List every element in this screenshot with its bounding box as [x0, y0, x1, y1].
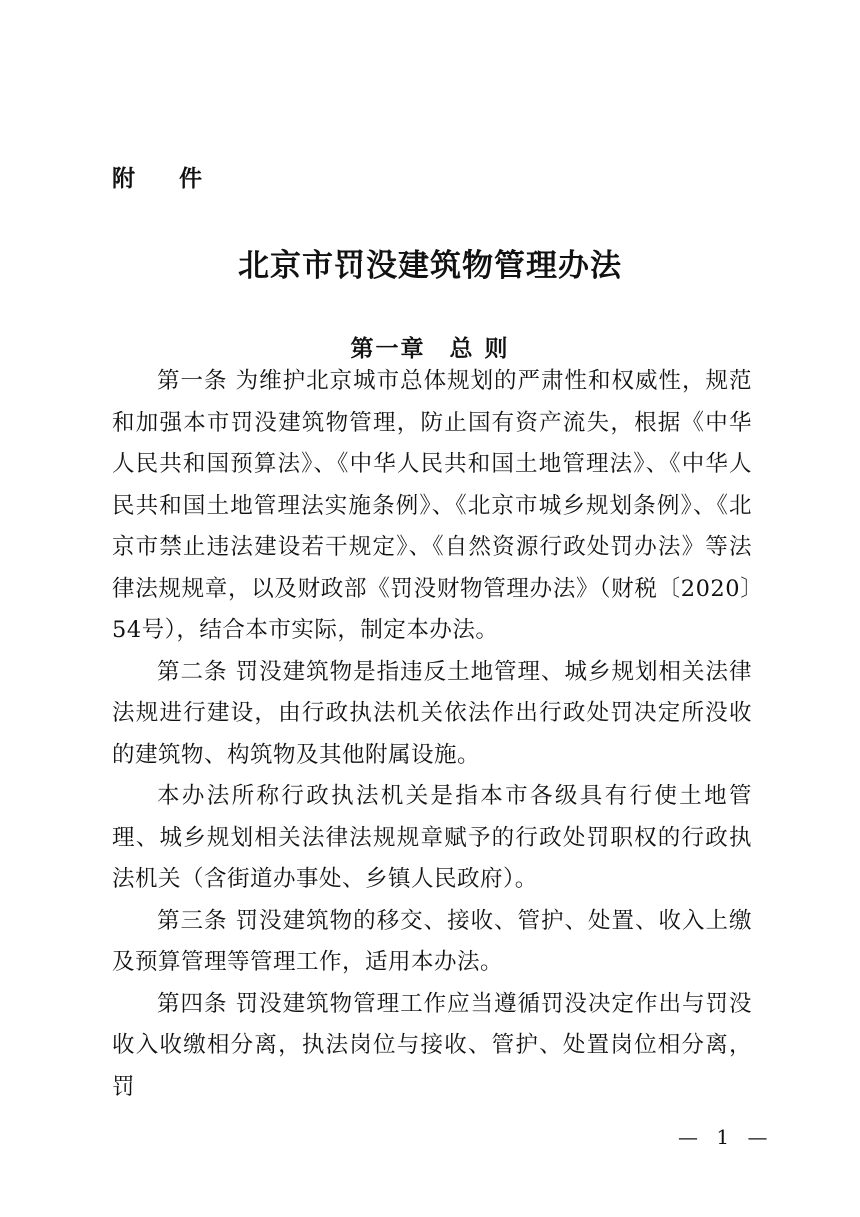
article-1: 第一条 为维护北京城市总体规划的严肃性和权威性，规范和加强本市罚没建筑物管理，防止国有资产流失，根据《中华人民共和国预算法》、《中华人民共和国土地管理法》、《中华人民共和国土地管理法实施条例》、《北京市城乡规划条例》、《北京市禁止违法建设若干规定》、《自然资源行政处罚办法》等法律法规规章，以及财政部《罚没财物管理办法》（财税〔2020〕54号），结合本市实际，制定本办法。 — [112, 368, 752, 643]
attachment-label: 附 件 — [112, 166, 221, 192]
article-4: 第四条 罚没建筑物管理工作应当遵循罚没决定作出与罚没收入收缴相分离，执法岗位与接收、管护、处置岗位相分离，罚 — [112, 990, 752, 1100]
document-title: 北京市罚没建筑物管理办法 — [238, 248, 622, 284]
chapter-heading — [0, 330, 860, 363]
chapter-name: 总 则 — [449, 336, 510, 362]
document-body — [112, 361, 752, 1108]
chapter-number: 第一章 — [350, 336, 426, 362]
article-3: 第三条 罚没建筑物的移交、接收、管护、处置、收入上缴及预算管理等管理工作，适用本办法。 — [112, 907, 752, 975]
article-2: 第二条 罚没建筑物是指违反土地管理、城乡规划相关法律法规进行建设，由行政执法机关依法作出行政处罚决定所没收的建筑物、构筑物及其他附属设施。 — [112, 658, 752, 768]
page-number: — 1 — — [678, 1125, 774, 1149]
article-2-definition: 本办法所称行政执法机关是指本市各级具有行使土地管理、城乡规划相关法律法规规章赋予的行政处罚职权的行政执法机关（含街道办事处、乡镇人民政府）。 — [112, 783, 752, 892]
